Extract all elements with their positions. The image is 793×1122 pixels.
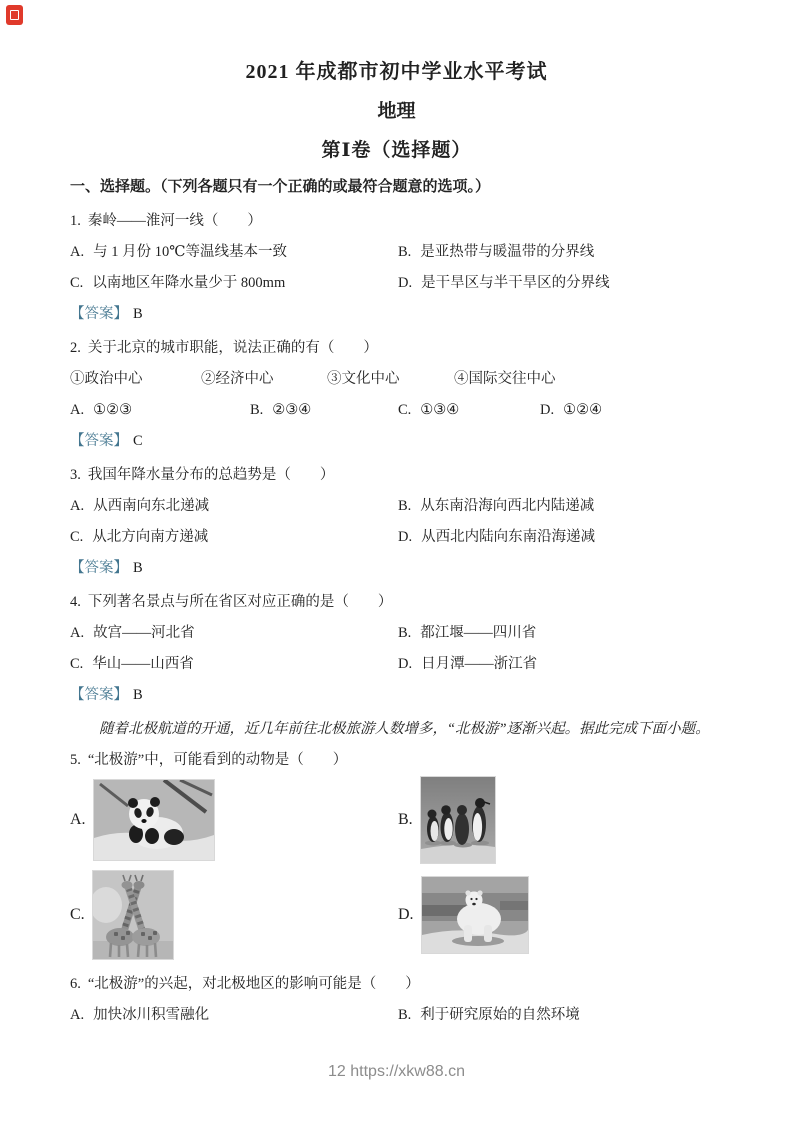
question-stem-text: “北极游”中，可能看到的动物是（ ） — [87, 752, 348, 768]
option-b — [398, 622, 723, 644]
section-instruction: 一、选择题。（下列各题只有一个正确的或最符合题意的选项。） — [70, 178, 491, 195]
question-number: 5. — [70, 752, 81, 768]
option-text: 从西北内陆向东南沿海递减 — [421, 529, 596, 545]
question-3 — [70, 464, 723, 579]
subitem-2: ②经济中心 — [201, 371, 274, 387]
option-b — [398, 495, 723, 517]
question-number: 6. — [70, 976, 81, 992]
answer-label: 【答案】 — [70, 687, 128, 703]
option-c — [70, 272, 398, 294]
option-b — [398, 241, 723, 263]
option-label: B. — [398, 244, 412, 260]
page-title: 2021 年成都市初中学业水平考试 — [245, 61, 548, 83]
option-text: 是干旱区与半干旱区的分界线 — [421, 275, 610, 291]
option-label: A. — [70, 402, 85, 418]
question-stem-text: “北极游”的兴起，对北极地区的影响可能是（ ） — [87, 976, 420, 992]
option-label: B. — [398, 1007, 412, 1023]
red-flag-icon-glyph — [10, 10, 19, 20]
question-5-stem — [70, 749, 723, 771]
penguins-photo — [421, 777, 495, 863]
subitem-3: ③文化中心 — [327, 371, 400, 387]
option-text: 华山——山西省 — [92, 656, 194, 672]
question-3-options-row-2 — [70, 526, 723, 548]
reading-passage: 随着北极航道的开通，近几年前往北极旅游人数增多，“北极游”逐渐兴起。据此完成下面小题。 — [99, 721, 710, 737]
answer-label: 【答案】 — [70, 306, 128, 322]
polar-bear-photo — [422, 877, 528, 953]
option-label: B. — [398, 625, 412, 641]
question-1 — [70, 210, 723, 325]
option-text: ①②④ — [563, 402, 603, 418]
red-flag-icon — [6, 5, 23, 25]
option-text: 日月潭——浙江省 — [421, 656, 538, 672]
giraffes-photo — [93, 871, 173, 959]
option-b — [398, 1004, 723, 1026]
option-text: 从西南向东北递减 — [93, 498, 210, 514]
option-text: 以南地区年降水量少于 800mm — [92, 275, 286, 291]
answer-value: C — [133, 433, 143, 449]
question-number: 1. — [70, 213, 81, 229]
option-a — [70, 1004, 398, 1026]
option-text: ①③④ — [420, 402, 460, 418]
option-text: 加快冰川积雪融化 — [93, 1007, 210, 1023]
question-1-options-row-1 — [70, 241, 723, 263]
option-label: D. — [398, 275, 413, 291]
answer-value: B — [133, 560, 143, 576]
option-label: A. — [70, 811, 86, 828]
subitem-1: ①政治中心 — [70, 371, 143, 387]
question-4-options-row-1 — [70, 622, 723, 644]
question-4-stem — [70, 591, 723, 613]
option-d — [398, 272, 723, 294]
answer-value: B — [133, 687, 143, 703]
question-stem-text: 我国年降水量分布的总趋势是（ ） — [87, 467, 335, 483]
option-c — [70, 871, 398, 959]
question-2-subitems — [70, 368, 723, 390]
option-a — [70, 495, 398, 517]
page-footer: 12 https://xkw88.cn — [328, 1063, 465, 1080]
question-number: 2. — [70, 340, 81, 356]
option-text: 都江堰——四川省 — [420, 625, 537, 641]
question-4-options-row-2 — [70, 653, 723, 675]
option-text: 与 1 月份 10℃等温线基本一致 — [93, 244, 287, 260]
question-3-options-row-1 — [70, 495, 723, 517]
option-text: 从东南沿海向西北内陆递减 — [420, 498, 595, 514]
answer-row — [70, 303, 723, 325]
option-label: D. — [398, 656, 413, 672]
option-c — [70, 653, 398, 675]
option-label: A. — [70, 498, 85, 514]
answer-label: 【答案】 — [70, 560, 128, 576]
option-label: C. — [70, 906, 85, 923]
option-label: D. — [398, 906, 414, 923]
option-label: C. — [70, 529, 84, 545]
option-b — [398, 777, 495, 863]
option-label: C. — [398, 402, 412, 418]
option-text: ②③④ — [272, 402, 312, 418]
question-3-stem — [70, 464, 723, 486]
subject-title: 地理 — [377, 101, 416, 122]
question-1-stem — [70, 210, 723, 232]
option-label: A. — [70, 1007, 85, 1023]
option-label: A. — [70, 244, 85, 260]
option-label: B. — [398, 498, 412, 514]
option-c — [70, 526, 398, 548]
question-2-options-row — [70, 399, 723, 421]
answer-row — [70, 557, 723, 579]
option-label: D. — [540, 402, 555, 418]
option-d — [398, 526, 723, 548]
option-text: 利于研究原始的自然环境 — [420, 1007, 580, 1023]
panda-photo — [94, 780, 214, 860]
option-label: D. — [398, 529, 413, 545]
question-5 — [70, 749, 723, 959]
question-6-stem — [70, 973, 723, 995]
question-stem-text: 秦岭——淮河一线（ ） — [87, 213, 262, 229]
option-a — [70, 777, 398, 863]
question-5-image-row-1 — [70, 777, 723, 863]
option-d — [398, 871, 528, 959]
option-text: 从北方向南方递减 — [92, 529, 209, 545]
option-c — [398, 399, 540, 421]
question-4 — [70, 591, 723, 706]
question-6 — [70, 973, 723, 1026]
option-a — [70, 622, 398, 644]
question-number: 4. — [70, 594, 81, 610]
option-label: C. — [70, 275, 84, 291]
question-2-stem — [70, 337, 723, 359]
question-stem-text: 下列著名景点与所在省区对应正确的是（ ） — [87, 594, 393, 610]
option-label: C. — [70, 656, 84, 672]
question-1-options-row-2 — [70, 272, 723, 294]
subitem-4: ④国际交往中心 — [454, 371, 556, 387]
option-text: 是亚热带与暖温带的分界线 — [420, 244, 595, 260]
question-5-image-row-2 — [70, 871, 723, 959]
option-text: ①②③ — [93, 402, 133, 418]
answer-value: B — [133, 306, 143, 322]
question-2 — [70, 337, 723, 452]
option-label: A. — [70, 625, 85, 641]
answer-label: 【答案】 — [70, 433, 128, 449]
option-d — [398, 653, 723, 675]
option-d — [540, 399, 602, 421]
option-text: 故宫——河北省 — [93, 625, 195, 641]
option-label: B. — [250, 402, 264, 418]
question-stem-text: 关于北京的城市职能，说法正确的有（ ） — [87, 340, 378, 356]
answer-row — [70, 430, 723, 452]
option-a — [70, 241, 398, 263]
answer-row — [70, 684, 723, 706]
volume-title: 第Ⅰ卷（选择题） — [321, 140, 472, 161]
question-number: 3. — [70, 467, 81, 483]
option-a — [70, 399, 250, 421]
option-b — [250, 399, 398, 421]
question-6-options-row — [70, 1004, 723, 1026]
option-label: B. — [398, 811, 413, 828]
